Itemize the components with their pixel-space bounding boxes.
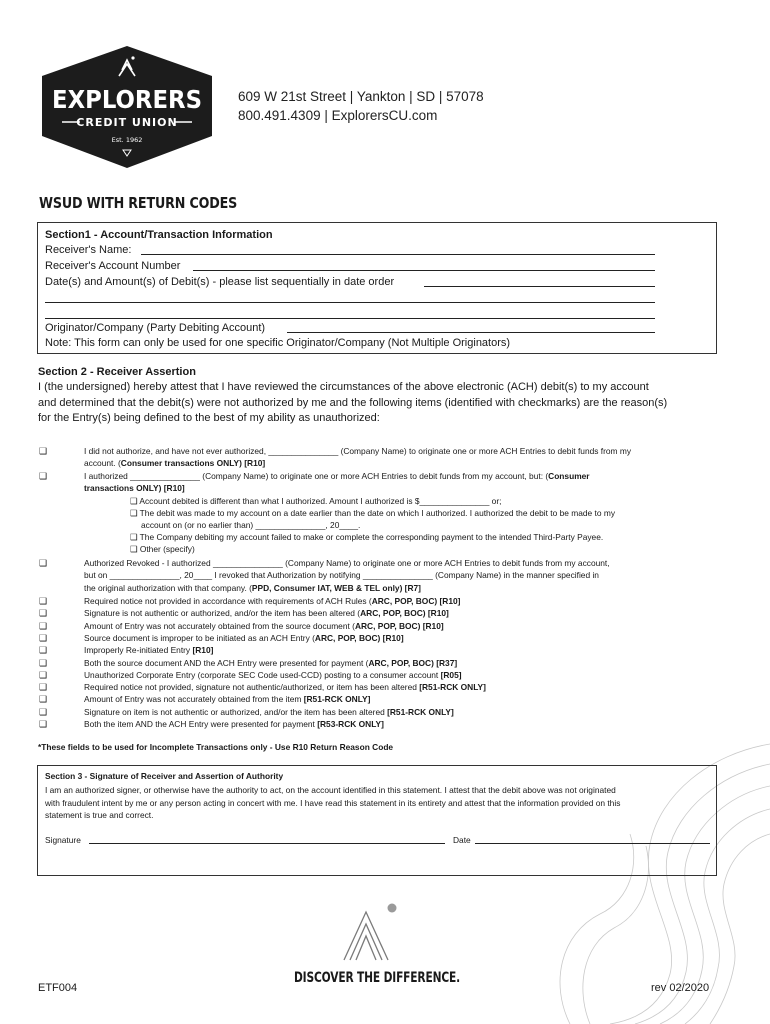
originator-field[interactable] (287, 332, 655, 333)
item-line: account. (Consumer transactions ONLY) [R10] (84, 458, 266, 469)
reason-text: Signature on item is not authentic or authorized, and/or the item has been altered (84, 706, 388, 717)
header-address (238, 87, 484, 125)
item-line: transactions ONLY) [R10] (84, 483, 185, 494)
receiver-account-label: Receiver's Account Number (45, 260, 181, 272)
reason-text: Amount of Entry was not accurately obtained from the item (84, 694, 304, 705)
reason-code: [R10] (192, 645, 214, 656)
subitem-date-earlier-cont: account on (or no earlier than) _______________, 20____. (141, 520, 361, 530)
reason-checkbox[interactable]: ❑ (39, 608, 48, 619)
reason-checkbox[interactable]: ❑ (39, 719, 48, 729)
section2-line: and determined that the debit(s) were not authorized by me and the following items (identified with checkmarks) are the reason(s) (38, 396, 668, 409)
logo-est: Est. 1962 (111, 136, 143, 144)
reason-code: ARC, POP, BOC) [R10] (314, 632, 404, 643)
item-line: Authorized Revoked - I authorized _______________ (Company Name) to originate one or more ACH Entries to debit funds from my account, (84, 558, 610, 568)
item-authorization-revoked (84, 557, 724, 594)
item-line: the original authorization with that company. (PPD, Consumer IAT, WEB & TEL only) [R7] (84, 582, 421, 593)
date-field[interactable] (475, 843, 710, 844)
reason-checkbox[interactable]: ❑ (39, 657, 48, 668)
dates-amounts-field-3[interactable] (45, 318, 655, 319)
reason-code: ARC, POP, BOC) [R10] (354, 620, 444, 631)
reason-code: ARC, POP, BOC) [R10] (371, 596, 461, 606)
reason-code: ARC, POP, BOC) [R10] (360, 608, 449, 619)
reason-checkbox[interactable]: ❑ (39, 682, 48, 693)
signature-field[interactable] (89, 843, 445, 844)
reason-item (84, 718, 724, 730)
reason-code: ARC, POP, BOC) [R37] (368, 657, 458, 668)
section3-line: I am an authorized signer, or otherwise have the authority to act, on the account identified in this statement. I attest that the debit above was not originated (45, 785, 616, 795)
reason-code: [R51-RCK ONLY] (387, 706, 454, 717)
reason-code: [R51-RCK ONLY] (419, 682, 486, 693)
date-label: Date (453, 835, 471, 845)
reason-text: Required notice not provided, signature not authentic/authorized, or item has been altered (84, 682, 420, 693)
section3-paragraph (45, 784, 710, 822)
reason-item (84, 644, 724, 656)
item-line: I did not authorize, and have not ever authorized, _______________ (Company Name) to originate one or more ACH Entries to debit funds from my (84, 446, 632, 456)
receiver-name-field[interactable] (141, 254, 655, 255)
reason-text: Source document is improper to be initiated as an ACH Entry ( (84, 632, 315, 643)
document-title: WSUD WITH RETURN CODES (39, 194, 238, 212)
checkbox-authorized-but[interactable]: ❑ (39, 471, 48, 481)
dates-amounts-field-2[interactable] (45, 302, 655, 303)
reason-checkbox[interactable]: ❑ (39, 620, 48, 631)
reason-text: Signature is not authentic or authorized, and/or the item has been altered ( (84, 608, 361, 619)
reason-item (84, 681, 724, 693)
explorers-logo (34, 40, 220, 172)
reason-checkbox[interactable]: ❑ (39, 706, 48, 717)
reason-text: Unauthorized Corporate Entry (corporate SEC Code used-CCD) posting to a consumer account (84, 669, 441, 680)
reason-item (84, 693, 724, 705)
form-code: ETF004 (38, 982, 78, 994)
section2-heading: Section 2 - Receiver Assertion (38, 366, 196, 378)
receiver-account-field[interactable] (193, 270, 655, 271)
section3-line: statement is true and correct. (45, 810, 154, 820)
checkbox-authorization-revoked[interactable]: ❑ (39, 558, 48, 568)
subitem-payee-failed[interactable]: ❑ The Company debiting my account failed to make or complete the corresponding payment to the intended Third-Party Payee. (130, 532, 604, 542)
reason-text: Both the source document AND the ACH Entry were presented for payment ( (84, 657, 369, 668)
reason-item (84, 620, 724, 632)
checkbox-not-authorized[interactable]: ❑ (39, 446, 48, 456)
item-authorized-but (84, 470, 724, 495)
subitem-other[interactable]: ❑ Other (specify) (130, 544, 195, 554)
reason-item (84, 657, 724, 669)
reason-item (84, 632, 724, 644)
section1-note: Note: This form can only be used for one specific Originator/Company (Not Multiple Originators) (45, 337, 511, 349)
reason-text: Both the item AND the ACH Entry were presented for payment (84, 719, 318, 729)
section3-heading: Section 3 - Signature of Receiver and Assertion of Authority (45, 771, 284, 781)
reason-item (84, 595, 724, 607)
reason-checkbox[interactable]: ❑ (39, 694, 48, 705)
reason-checkbox[interactable]: ❑ (39, 669, 48, 680)
item-not-authorized (84, 445, 724, 470)
tagline: DISCOVER THE DIFFERENCE. (294, 970, 461, 986)
reason-code: [R53-RCK ONLY] (317, 719, 384, 729)
dates-amounts-field-1[interactable] (424, 286, 655, 287)
receiver-name-label: Receiver's Name: (45, 244, 132, 256)
reason-code: [R05] (440, 669, 462, 680)
revision-date: rev 02/2020 (651, 982, 710, 994)
section2-line: for the Entry(s) being defined to the best of my ability as unauthorized: (38, 412, 380, 424)
logo-sub: CREDIT UNION (76, 116, 178, 129)
address-line: 609 W 21st Street | Yankton | SD | 57078 (238, 89, 484, 104)
reason-checkbox[interactable]: ❑ (39, 596, 48, 606)
reason-text: Amount of Entry was not accurately obtained from the source document ( (84, 620, 355, 631)
reason-checkbox[interactable]: ❑ (39, 645, 48, 656)
triangle-mark-icon (336, 898, 408, 964)
section3-line: with fraudulent intent by me or any person acting in concert with me. I have read this statement in its entirety and attest that the information provided on this (45, 797, 621, 808)
item-line: I authorized _______________ (Company Name) to originate one or more ACH Entries to debit funds from my account, but: (Consumer (84, 471, 590, 481)
section2-paragraph (38, 380, 728, 427)
reason-text: Improperly Re-initiated Entry (84, 645, 193, 656)
signature-label: Signature (45, 835, 81, 845)
reason-code: [R51-RCK ONLY] (303, 694, 371, 705)
subitem-amount-different[interactable]: ❑ Account debited is different than what I authorized. Amount I authorized is $_______________ or; (130, 496, 502, 506)
dates-amounts-label: Date(s) and Amount(s) of Debit(s) - please list sequentially in date order (45, 276, 395, 288)
item-line: but on _______________, 20____ I revoked that Authorization by notifying _______________ (Company Name) in the manner specified in (84, 570, 599, 581)
subitem-date-earlier[interactable]: ❑ The debit was made to my account on a date earlier than the date on which I authorized. I authorized the debit to be made to my (130, 508, 616, 518)
incomplete-transactions-note: *These fields to be used for Incomplete Transactions only - Use R10 Return Reason Code (38, 742, 394, 752)
logo-name: EXPLORERS (52, 85, 202, 114)
reason-item (84, 669, 724, 681)
contact-line: 800.491.4309 | ExplorersCU.com (238, 108, 438, 123)
reason-item (84, 706, 724, 718)
reason-text: Required notice not provided in accordance with requirements of ACH Rules ( (84, 596, 372, 606)
reason-checkbox[interactable]: ❑ (39, 632, 48, 643)
section2-line: I (the undersigned) hereby attest that I have reviewed the circumstances of the above electronic (ACH) debit(s) to my account (38, 381, 649, 393)
originator-label: Originator/Company (Party Debiting Account) (45, 322, 266, 334)
section1-heading: Section1 - Account/Transaction Information (45, 229, 273, 241)
reason-item (84, 607, 724, 619)
